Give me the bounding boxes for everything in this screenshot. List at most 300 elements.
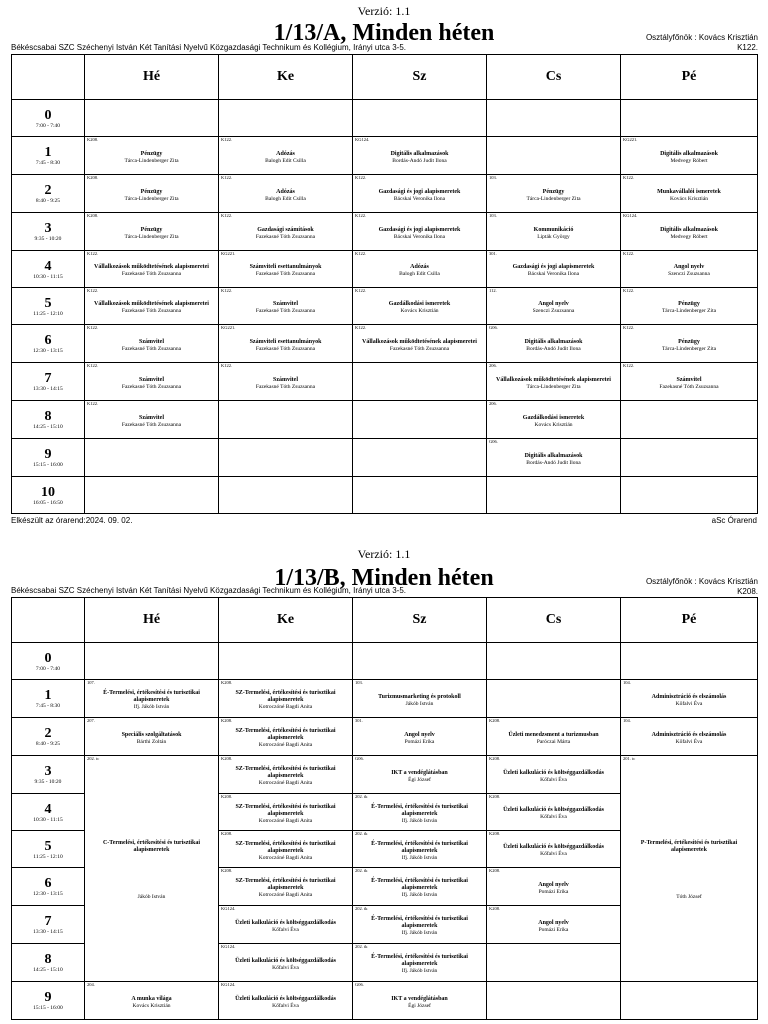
lesson-content bbox=[353, 950, 486, 975]
lesson-content bbox=[353, 260, 486, 278]
period-cell bbox=[12, 868, 85, 906]
lesson-teacher: Égi József bbox=[408, 776, 431, 783]
lesson-teacher: Balogh Edit Csilla bbox=[265, 195, 306, 202]
empty-cell bbox=[85, 100, 219, 137]
lesson-room: K208. bbox=[489, 794, 501, 799]
lesson-cell bbox=[85, 137, 219, 175]
empty-cell bbox=[487, 477, 621, 514]
lesson-teacher: Bácskai Veronika Ilona bbox=[393, 233, 446, 240]
period-time: 14:25 - 15:10 bbox=[33, 967, 63, 973]
period-number: 3 bbox=[44, 221, 52, 236]
lesson-cell bbox=[353, 175, 487, 213]
period-row bbox=[12, 213, 758, 251]
lesson-teacher: Kőfalvi Éva bbox=[272, 964, 299, 971]
lesson-cell bbox=[487, 401, 621, 439]
period-number: 5 bbox=[44, 838, 52, 854]
lesson-teacher: Kőfalvi Éva bbox=[540, 814, 567, 820]
lesson-cell bbox=[353, 944, 487, 982]
lesson-content bbox=[353, 147, 486, 165]
lesson-subject: Angol nyelv bbox=[404, 731, 435, 738]
period-cell bbox=[12, 213, 85, 251]
period-cell bbox=[12, 944, 85, 982]
lesson-content bbox=[353, 837, 486, 862]
lesson-teacher: Égi József bbox=[408, 1002, 431, 1009]
lesson-cell bbox=[621, 325, 758, 363]
lesson-content bbox=[85, 411, 218, 429]
lesson-teacher: Tóth József bbox=[676, 894, 702, 900]
lesson-room: 204. bbox=[87, 982, 95, 987]
lesson-teacher: Tárca-Lindenberger Zita bbox=[661, 345, 717, 352]
lesson-room: K122. bbox=[623, 363, 635, 368]
period-cell bbox=[12, 643, 85, 680]
lesson-teacher: Fazekasné Tóth Zsuzsanna bbox=[121, 271, 182, 277]
lesson-teacher: Kőfalvi Éva bbox=[540, 776, 567, 783]
lesson-teacher: Szenczi Zsuzsanna bbox=[532, 308, 575, 314]
lesson-teacher: Ifj. Jákób István bbox=[133, 704, 170, 710]
lesson-content bbox=[621, 297, 757, 315]
lesson-content bbox=[85, 185, 218, 203]
lesson-subject: Gazdálkodási ismeretek bbox=[522, 414, 585, 421]
lesson-cell bbox=[487, 213, 621, 251]
lesson-content bbox=[219, 147, 352, 165]
lesson-subject: C-Termelési, értékesítési és turisztikai alapismeretek bbox=[102, 840, 201, 853]
timetable-title-a: 1/13/A, Minden héten bbox=[273, 20, 495, 46]
lesson-room: 202. tk bbox=[355, 868, 368, 873]
lesson-teacher: Kőfalvi Éva bbox=[540, 851, 567, 857]
lesson-teacher: Kotroczóné Bagdi Anita bbox=[258, 704, 313, 710]
lesson-teacher: Medvegy Róbert bbox=[670, 157, 708, 164]
lesson-room: K122. bbox=[87, 251, 99, 256]
period-row bbox=[12, 643, 758, 680]
lesson-cell bbox=[621, 175, 758, 213]
period-time: 9:35 - 10:20 bbox=[34, 236, 62, 242]
period-row bbox=[12, 100, 758, 137]
period-number: 1 bbox=[44, 145, 52, 160]
lesson-subject: Digitális alkalmazások bbox=[390, 150, 449, 157]
lesson-cell bbox=[85, 288, 219, 325]
lesson-teacher: Kotroczóné Bagdi Anita bbox=[258, 742, 313, 748]
empty-cell bbox=[487, 643, 621, 680]
lesson-content bbox=[621, 260, 757, 278]
lesson-subject: Gazdasági és jogi alapismeretek bbox=[378, 188, 461, 195]
lesson-subject: Adminisztráció és elszámolás bbox=[651, 693, 727, 700]
lesson-subject: Üzleti kalkuláció és költséggazdálkodás bbox=[235, 957, 336, 964]
lesson-content bbox=[621, 836, 757, 901]
lesson-cell bbox=[487, 831, 621, 868]
lesson-subject: Számvitel bbox=[273, 376, 298, 383]
lesson-subject: IKT a vendéglátásban bbox=[391, 769, 448, 776]
lesson-room: K122. bbox=[355, 175, 367, 180]
lesson-cell bbox=[219, 906, 353, 944]
lesson-room: 107. bbox=[87, 680, 95, 685]
lesson-cell bbox=[621, 756, 758, 982]
lesson-subject: Digitális alkalmazások bbox=[524, 338, 583, 345]
lesson-subject: Vállalkozások működtetésének alapismeretei bbox=[94, 264, 209, 270]
lesson-content bbox=[85, 836, 218, 901]
lesson-room: 104. bbox=[623, 718, 631, 723]
lesson-room: 202. tk bbox=[355, 794, 368, 799]
lesson-subject: Gazdálkodási ismeretek bbox=[388, 301, 451, 307]
period-cell bbox=[12, 680, 85, 718]
lesson-content bbox=[219, 874, 352, 899]
lesson-room: 202. tk bbox=[355, 944, 368, 949]
period-cell bbox=[12, 363, 85, 401]
header-row bbox=[12, 598, 758, 643]
period-cell bbox=[12, 100, 85, 137]
lesson-room: K122. bbox=[87, 401, 99, 406]
lesson-cell bbox=[219, 251, 353, 288]
lesson-teacher: Tárca-Lindenberger Zita bbox=[124, 157, 179, 164]
lesson-content bbox=[85, 992, 218, 1010]
lesson-cell bbox=[219, 288, 353, 325]
day-header: Hé bbox=[85, 598, 219, 643]
lesson-content bbox=[85, 297, 218, 315]
day-header: Cs bbox=[487, 55, 621, 100]
lesson-teacher: Bácskai Veronika Ilona bbox=[393, 195, 446, 202]
lesson-content bbox=[621, 690, 757, 708]
period-number: 2 bbox=[44, 183, 52, 198]
lesson-room: K122. bbox=[623, 175, 635, 180]
header-row bbox=[12, 55, 758, 100]
lesson-room: K122. bbox=[623, 288, 635, 293]
lesson-cell bbox=[487, 288, 621, 325]
lesson-room: 202. tc bbox=[87, 756, 100, 761]
lesson-teacher: Fazekasné Tóth Zsuzsanna bbox=[255, 308, 316, 314]
generator-label: aSc Órarend bbox=[711, 516, 757, 525]
lesson-content bbox=[353, 912, 486, 937]
lesson-cell bbox=[219, 982, 353, 1020]
lesson-cell bbox=[219, 718, 353, 756]
period-number: 6 bbox=[44, 333, 52, 348]
lesson-teacher: Pomázi Erika bbox=[404, 738, 435, 745]
empty-cell bbox=[85, 643, 219, 680]
period-time: 8:40 - 9:25 bbox=[35, 741, 61, 747]
lesson-content bbox=[487, 411, 620, 429]
lesson-room: K122. bbox=[355, 288, 367, 293]
period-time: 16:05 - 16:50 bbox=[33, 499, 63, 506]
empty-cell bbox=[487, 944, 621, 982]
period-row bbox=[12, 477, 758, 514]
lesson-teacher: Kőfalvi Éva bbox=[675, 738, 703, 745]
day-header: Pé bbox=[621, 598, 758, 643]
lesson-teacher: Pomázi Erika bbox=[538, 888, 569, 895]
lesson-room: K208. bbox=[489, 756, 501, 761]
lesson-room: K208. bbox=[489, 868, 501, 873]
lesson-cell bbox=[487, 439, 621, 477]
period-time: 15:15 - 16:00 bbox=[33, 1005, 63, 1011]
lesson-content bbox=[621, 185, 757, 203]
lesson-subject: Üzleti kalkuláció és költséggazdálkodás bbox=[503, 807, 604, 813]
lesson-cell bbox=[487, 756, 621, 794]
lesson-subject: Számviteli esettanulmányok bbox=[249, 338, 322, 345]
lesson-subject: Üzleti kalkuláció és költséggazdálkodás bbox=[235, 919, 336, 926]
period-number: 7 bbox=[44, 914, 52, 929]
period-number: 3 bbox=[44, 764, 52, 779]
lesson-cell bbox=[353, 251, 487, 288]
empty-cell bbox=[353, 477, 487, 514]
lesson-teacher: Kotroczóné Bagdi Anita bbox=[258, 780, 313, 786]
lesson-subject: Pénzügy bbox=[542, 188, 565, 195]
lesson-teacher: Tárca-Lindenberger Zita bbox=[124, 195, 179, 202]
lesson-room: 207. bbox=[87, 718, 95, 723]
lesson-room: KG124. bbox=[221, 982, 236, 987]
lesson-cell bbox=[219, 680, 353, 718]
period-cell bbox=[12, 251, 85, 288]
lesson-content bbox=[353, 874, 486, 899]
period-number: 8 bbox=[44, 952, 52, 967]
empty-cell bbox=[353, 643, 487, 680]
empty-cell bbox=[85, 477, 219, 514]
lesson-teacher: Bordás-Andó Judit Ilona bbox=[526, 345, 581, 352]
period-cell bbox=[12, 756, 85, 794]
lesson-room: K122. bbox=[623, 325, 635, 330]
class-master-block-a bbox=[646, 33, 758, 53]
lesson-room: K208. bbox=[221, 868, 233, 873]
lesson-cell bbox=[621, 363, 758, 401]
empty-cell bbox=[487, 982, 621, 1020]
lesson-content bbox=[487, 878, 620, 896]
period-row bbox=[12, 439, 758, 477]
lesson-content bbox=[219, 916, 352, 934]
day-header: Ke bbox=[219, 598, 353, 643]
lesson-teacher: Kotroczóné Bagdi Anita bbox=[258, 817, 313, 824]
class-master-block-b bbox=[646, 577, 758, 597]
period-row bbox=[12, 982, 758, 1020]
lesson-cell bbox=[487, 175, 621, 213]
lesson-cell bbox=[621, 288, 758, 325]
period-time: 11:25 - 12:10 bbox=[33, 310, 63, 317]
version-label-b: Verzió: 1.1 bbox=[357, 547, 411, 561]
lesson-content bbox=[85, 260, 218, 278]
lesson-cell bbox=[487, 906, 621, 944]
lesson-subject: É-Termelési, értékesítési és turisztikai alapismeretek bbox=[103, 690, 200, 703]
lesson-cell bbox=[353, 906, 487, 944]
lesson-subject: IKT a vendéglátásban bbox=[391, 995, 448, 1002]
lesson-room: K208. bbox=[221, 794, 233, 799]
lesson-room: G06. bbox=[355, 756, 364, 761]
day-header: Ke bbox=[219, 55, 353, 100]
lesson-cell bbox=[85, 401, 219, 439]
lesson-room: KG221. bbox=[221, 251, 236, 256]
lesson-content bbox=[85, 686, 218, 711]
lesson-cell bbox=[219, 944, 353, 982]
lesson-room: KG221. bbox=[221, 325, 236, 330]
lesson-subject: Számvitel bbox=[139, 376, 164, 383]
lesson-cell bbox=[621, 680, 758, 718]
lesson-cell bbox=[353, 982, 487, 1020]
lesson-cell bbox=[219, 756, 353, 794]
lesson-subject: Adózás bbox=[276, 188, 295, 195]
period-number: 8 bbox=[44, 409, 52, 424]
lesson-subject: A munka világa bbox=[131, 995, 172, 1002]
period-time: 12:30 - 13:15 bbox=[33, 348, 63, 354]
period-row bbox=[12, 718, 758, 756]
created-date: Elkészült az órarend:2024. 09. 02. bbox=[11, 516, 133, 525]
period-cell bbox=[12, 477, 85, 514]
lesson-cell bbox=[487, 868, 621, 906]
period-cell bbox=[12, 831, 85, 868]
lesson-room: K208. bbox=[221, 756, 233, 761]
lesson-room: KG124. bbox=[221, 944, 236, 949]
lesson-teacher: Kovács Krisztián bbox=[669, 195, 709, 202]
lesson-subject: Számvitel bbox=[139, 338, 164, 345]
period-cell bbox=[12, 906, 85, 944]
lesson-room: 112. bbox=[489, 288, 497, 293]
lesson-content bbox=[621, 373, 757, 391]
empty-cell bbox=[219, 100, 353, 137]
period-number: 4 bbox=[44, 801, 52, 817]
empty-cell bbox=[487, 680, 621, 718]
lesson-room: K122. bbox=[221, 363, 233, 368]
lesson-content bbox=[353, 992, 486, 1010]
lesson-teacher: Fazekasné Tóth Zsuzsanna bbox=[121, 421, 182, 428]
lesson-content bbox=[621, 335, 757, 353]
empty-cell bbox=[621, 100, 758, 137]
lesson-teacher: Fazekasné Tóth Zsuzsanna bbox=[255, 233, 316, 240]
period-time: 10:30 - 11:15 bbox=[33, 816, 63, 823]
lesson-content bbox=[219, 686, 352, 711]
period-time: 7:00 - 7:40 bbox=[35, 122, 61, 129]
lesson-subject: Munkavállalói ismeretek bbox=[657, 188, 721, 195]
lesson-room: K208. bbox=[221, 680, 233, 685]
empty-cell bbox=[219, 643, 353, 680]
period-row bbox=[12, 137, 758, 175]
period-cell bbox=[12, 137, 85, 175]
empty-cell bbox=[219, 439, 353, 477]
period-time: 9:35 - 10:20 bbox=[34, 779, 62, 785]
empty-cell bbox=[487, 100, 621, 137]
lesson-content bbox=[219, 800, 352, 825]
lesson-subject: Adminisztráció és elszámolás bbox=[651, 731, 727, 738]
lesson-subject: Üzleti kalkuláció és költséggazdálkodás bbox=[503, 769, 604, 776]
lesson-cell bbox=[487, 251, 621, 288]
lesson-teacher: Kőfalvi Éva bbox=[272, 1002, 299, 1009]
lesson-subject: Speciális szolgáltatások bbox=[121, 731, 182, 738]
empty-cell bbox=[621, 439, 758, 477]
lesson-room: K208. bbox=[489, 831, 501, 836]
school-name-a: Békéscsabai SZC Széchenyi István Két Tanítási Nyelvű Közgazdasági Technikum és Kollégium, Irányi utca 3-5. bbox=[11, 43, 407, 52]
lesson-teacher: Medvegy Róbert bbox=[670, 233, 708, 240]
period-row bbox=[12, 401, 758, 439]
lesson-content bbox=[487, 373, 620, 391]
period-number: 2 bbox=[44, 726, 52, 741]
lesson-content bbox=[353, 766, 486, 784]
lesson-teacher: Fazekasné Tóth Zsuzsanna bbox=[659, 383, 719, 390]
lesson-teacher: Ifj. Jákób István bbox=[401, 817, 438, 824]
lesson-room: K208. bbox=[87, 137, 99, 142]
lesson-cell bbox=[353, 718, 487, 756]
lesson-subject: Turizmusmarketing és protokoll bbox=[378, 693, 461, 700]
lesson-subject: Pénzügy bbox=[140, 226, 163, 233]
lesson-cell bbox=[353, 794, 487, 831]
lesson-teacher: Kotroczóné Bagdi Anita bbox=[258, 892, 313, 898]
home-room-a: K122. bbox=[737, 43, 758, 52]
lesson-subject: Gazdasági és jogi alapismeretek bbox=[378, 226, 461, 233]
day-header: Cs bbox=[487, 598, 621, 643]
lesson-teacher: Bácskai Veronika Ilona bbox=[527, 271, 580, 277]
lesson-cell bbox=[85, 213, 219, 251]
lesson-content bbox=[487, 916, 620, 934]
lesson-cell bbox=[219, 175, 353, 213]
lesson-room: 103. bbox=[489, 175, 497, 180]
period-time: 15:15 - 16:00 bbox=[33, 462, 63, 468]
day-header: Pé bbox=[621, 55, 758, 100]
period-time: 10:30 - 11:15 bbox=[33, 273, 63, 280]
lesson-subject: Pénzügy bbox=[678, 338, 700, 345]
lesson-room: 103. bbox=[355, 680, 363, 685]
lesson-room: K122. bbox=[87, 288, 99, 293]
lesson-content bbox=[487, 223, 620, 241]
lesson-cell bbox=[621, 137, 758, 175]
lesson-room: 206. bbox=[489, 401, 497, 406]
lesson-cell bbox=[85, 325, 219, 363]
lesson-room: K208. bbox=[87, 213, 99, 218]
lesson-teacher: Lipták György bbox=[537, 233, 570, 240]
lesson-cell bbox=[621, 251, 758, 288]
lesson-room: KG124. bbox=[221, 906, 236, 911]
lesson-content bbox=[487, 803, 620, 821]
lesson-room: K122. bbox=[221, 213, 233, 218]
lesson-cell bbox=[353, 213, 487, 251]
period-number: 4 bbox=[44, 258, 52, 274]
period-row bbox=[12, 363, 758, 401]
lesson-teacher: Szenczi Zsuzsanna bbox=[668, 271, 710, 277]
school-name-b: Békéscsabai SZC Széchenyi István Két Tanítási Nyelvű Közgazdasági Technikum és Kollégium, Irányi utca 3-5. bbox=[11, 586, 407, 595]
class-master-a: Osztályfőnök : Kovács Krisztián bbox=[645, 33, 758, 42]
lesson-cell bbox=[487, 363, 621, 401]
lesson-room: G06. bbox=[489, 325, 498, 330]
lesson-cell bbox=[219, 325, 353, 363]
period-number: 0 bbox=[44, 650, 52, 666]
lesson-teacher: Paróczai Márta bbox=[536, 738, 571, 745]
period-number: 5 bbox=[44, 295, 52, 311]
lesson-subject: É-Termelési, értékesítési és turisztikai alapismeretek bbox=[371, 954, 468, 967]
lesson-subject: Számvitel bbox=[273, 301, 298, 307]
corner-cell bbox=[12, 55, 85, 100]
period-number: 10 bbox=[41, 484, 55, 500]
lesson-subject: Vállalkozások működtetésének alapismeretei bbox=[362, 338, 477, 345]
lesson-content bbox=[85, 147, 218, 165]
lesson-subject: Pénzügy bbox=[678, 301, 700, 307]
empty-cell bbox=[487, 137, 621, 175]
lesson-room: K122. bbox=[355, 213, 367, 218]
lesson-teacher: Kovács Krisztián bbox=[400, 308, 439, 314]
lesson-teacher: Kőfalvi Éva bbox=[272, 926, 299, 933]
lesson-teacher: Balogh Edit Csilla bbox=[399, 271, 440, 277]
lesson-cell bbox=[219, 213, 353, 251]
lesson-cell bbox=[85, 251, 219, 288]
lesson-content bbox=[219, 297, 352, 315]
period-cell bbox=[12, 794, 85, 831]
lesson-teacher: Bordás-Andó Judit Ilona bbox=[526, 459, 581, 466]
lesson-subject: Gazdasági és jogi alapismeretek bbox=[512, 264, 595, 270]
lesson-room: 301. bbox=[489, 251, 497, 256]
lesson-content bbox=[353, 728, 486, 746]
lesson-subject: Adózás bbox=[410, 264, 429, 270]
lesson-teacher: Ifj. Jákób István bbox=[401, 968, 438, 974]
period-row bbox=[12, 175, 758, 213]
lesson-subject: SZ-Termelési, értékesítési és turisztikai alapismeretek bbox=[235, 840, 336, 854]
lesson-subject: Üzleti kalkuláció és költséggazdálkodás bbox=[503, 844, 604, 850]
lesson-room: K122. bbox=[623, 251, 635, 256]
lesson-teacher: Jákób István bbox=[405, 700, 434, 707]
lesson-teacher: Kőfalvi Éva bbox=[675, 700, 703, 707]
lesson-room: 202. tk bbox=[355, 831, 368, 836]
lesson-teacher: Fazekasné Tóth Zsuzsanna bbox=[255, 271, 316, 277]
corner-cell bbox=[12, 598, 85, 643]
lesson-teacher: Fazekasné Tóth Zsuzsanna bbox=[121, 383, 182, 390]
lesson-cell bbox=[219, 137, 353, 175]
